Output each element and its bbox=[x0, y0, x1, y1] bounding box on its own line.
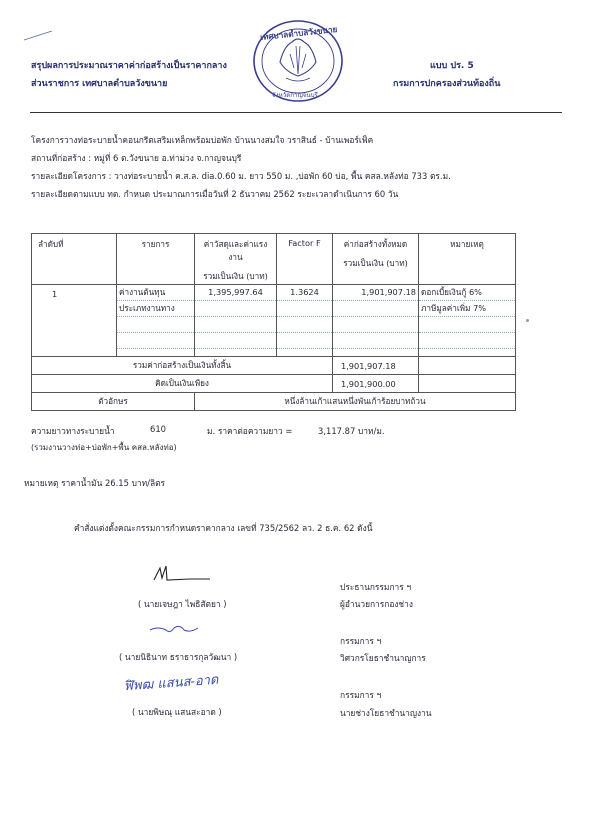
department-name: กรมการปกครองส่วนท้องถิ่น bbox=[393, 79, 501, 89]
agency-line: ส่วนราชการ เทศบาลตำบลวังขนาย bbox=[31, 79, 168, 89]
rounded-label: คิดเป็นเงินเพียง bbox=[32, 375, 333, 393]
drain-length-label: ความยาวทางระบายน้ำ bbox=[31, 426, 115, 436]
committee-role-1: ประธานกรรมการ ฯ bbox=[340, 582, 412, 592]
row-remark: ดอกเบี้ยเงินกู้ 6% ภาษีมูลค่าเพิ่ม 7% bbox=[419, 285, 516, 357]
signature-3: ฬิพฒ แสนส-อาด bbox=[123, 672, 219, 695]
committee-position-2: วิศวกรโยธาชำนาญการ bbox=[340, 653, 426, 663]
letters-row bbox=[32, 393, 516, 411]
seal-bottom-text: จังหวัดกาญจนบุรี bbox=[272, 92, 318, 99]
scan-speck bbox=[526, 319, 529, 322]
sum-value: 1,901,907.18 bbox=[333, 357, 419, 375]
report-title: สรุปผลการประมาณราคาค่าก่อสร้างเป็นราคากลาง bbox=[31, 61, 227, 71]
row-item: ค่างานต้นทุน ประเภทงานทาง bbox=[117, 285, 195, 357]
header-divider bbox=[30, 112, 562, 113]
row-total: 1,901,907.18 bbox=[333, 285, 419, 357]
committee-position-1: ผู้อำนวยการกองช่าง bbox=[340, 599, 413, 609]
header-material: ค่าวัสดุและค่าแรงงาน รวมเป็นเงิน (บาท) bbox=[195, 234, 277, 285]
row-no: 1 bbox=[32, 285, 117, 357]
corner-pen-mark bbox=[22, 28, 56, 42]
fuel-price-remark: หมายเหตุ ราคาน้ำมัน 26.15 บาท/ลิตร bbox=[24, 478, 166, 488]
row-material: 1,395,997.64 bbox=[195, 285, 277, 357]
drain-length-unit: ม. ราคาต่อความยาว = bbox=[207, 426, 293, 436]
signature-1 bbox=[150, 562, 214, 586]
committee-role-2: กรรมการ ฯ bbox=[340, 636, 382, 646]
price-per-length: 3,117.87 บาท/ม. bbox=[318, 426, 385, 436]
committee-position-3: นายช่างโยธาชำนาญงาน bbox=[340, 708, 432, 718]
form-code: แบบ ปร. 5 bbox=[430, 61, 474, 71]
cost-summary-table bbox=[31, 233, 516, 411]
committee-name-1: ( นายเจษฎา ไพธิสัตยา ) bbox=[138, 599, 227, 609]
project-detail: รายละเอียดโครงการ : วางท่อระบายน้ำ ค.ส.ล. dia.0.60 ม. ยาว 550 ม. ,บ่อพัก 60 บ่อ, พื้น คสล.หลังท่อ 733 ตร.ม. bbox=[31, 171, 451, 181]
table-header-row bbox=[32, 234, 516, 285]
committee-name-2: ( นายนิธินาท ธราธารกุลวัฒนา ) bbox=[119, 652, 238, 662]
header-item: รายการ bbox=[117, 234, 195, 285]
sum-label: รวมค่าก่อสร้างเป็นเงินทั้งสิ้น bbox=[32, 357, 333, 375]
drain-length-value: 610 bbox=[150, 424, 166, 434]
table-row bbox=[32, 285, 516, 357]
rounded-value: 1,901,900.00 bbox=[333, 375, 419, 393]
sum-row bbox=[32, 357, 516, 375]
header-remark: หมายเหตุ bbox=[419, 234, 516, 285]
drain-length-note: (รวมงานวางท่อ+บ่อพัก+พื้น คสล.หลังท่อ) bbox=[31, 443, 177, 452]
signature-2 bbox=[148, 622, 202, 638]
letters-value: หนึ่งล้านเก้าแสนหนึ่งพันเก้าร้อยบาทถ้วน bbox=[195, 393, 516, 411]
header-factor: Factor F bbox=[277, 234, 333, 285]
project-name: โครงการวางท่อระบายน้ำคอนกรีตเสริมเหล็กพร้อมบ่อพัก บ้านนางสมใจ วราสินธ์ - บ้านเพอร์เฟ็ค bbox=[31, 135, 374, 145]
committee-name-3: ( นายพิษณุ แสนสะอาด ) bbox=[132, 707, 222, 717]
header-total: ค่าก่อสร้างทั้งหมด รวมเป็นเงิน (บาท) bbox=[333, 234, 419, 285]
committee-role-3: กรรมการ ฯ bbox=[340, 690, 382, 700]
letters-label: ตัวอักษร bbox=[32, 393, 195, 411]
seal-top-text: เทศบาลตำบลวังขนาย bbox=[259, 23, 338, 43]
header-no: ลำดับที่ bbox=[32, 234, 117, 285]
row-factor: 1.3624 bbox=[277, 285, 333, 357]
committee-order: คำสั่งแต่งตั้งคณะกรรมการกำหนดราคากลาง เลขที่ 735/2562 ลว. 2 ธ.ค. 62 ดังนี้ bbox=[74, 523, 373, 533]
spec-line: รายละเอียดตามแบบ ทต. กำหนด ประมาณการเมื่อวันที่ 2 ธันวาคม 2562 ระยะเวลาดำเนินการ 60 วัน bbox=[31, 189, 399, 199]
construction-location: สถานที่ก่อสร้าง : หมู่ที่ 6 ต.วังขนาย อ.ท่าม่วง จ.กาญจนบุรี bbox=[31, 153, 242, 163]
municipality-seal bbox=[250, 18, 346, 104]
rounded-row bbox=[32, 375, 516, 393]
